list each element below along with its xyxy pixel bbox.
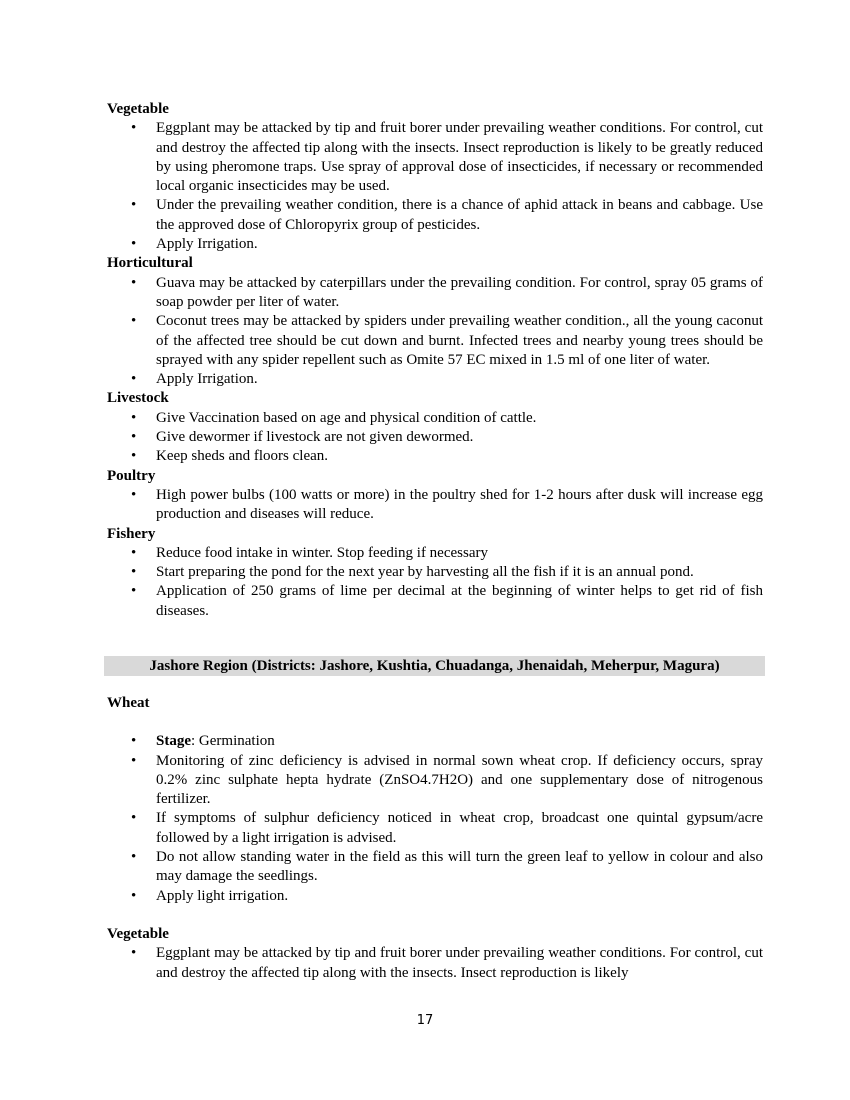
stage-label: Stage: [156, 733, 191, 750]
list-item: • Apply light irrigation.: [107, 887, 763, 906]
list-item: • Give Vaccination based on age and physical condition of cattle.: [107, 409, 763, 428]
fishery-list: [107, 544, 763, 621]
region-banner: Jashore Region (Districts: Jashore, Kushtia, Chuadanga, Jhenaidah, Meherpur, Magura): [104, 656, 765, 676]
list-item-stage: [107, 732, 763, 751]
list-item: • Eggplant may be attacked by tip and fruit borer under prevailing weather conditions. For control, cut and destroy the affected tip along with the insects. Insect reproduction is likely: [107, 944, 763, 983]
section-title-wheat: Wheat: [107, 695, 150, 711]
list-item: • Apply Irrigation.: [107, 370, 763, 389]
document-page-bottom: [107, 694, 763, 983]
poultry-list: [107, 486, 763, 525]
section-title-vegetable-2: Vegetable: [107, 925, 169, 942]
section-title-livestock: Livestock: [107, 390, 169, 407]
list-item: • Eggplant may be attacked by tip and fruit borer under prevailing weather conditions. For control, cut and destroy the affected tip along with the insects. Insect reproduction is likely to be greatly reduced by using pheromone traps. Use spray of approval dose of insecticides, if necessary or recommended local organic insecticides may be used.: [107, 119, 763, 196]
section-title-poultry: Poultry: [107, 467, 156, 484]
list-item: • Coconut trees may be attacked by spiders under prevailing weather condition., all the young caconut of the affected tree should be cut down and burnt. Infected trees and nearby young trees should be sprayed with any spider repellent such as Omite 57 EC mixed in 1.5 ml of one liter of water.: [107, 312, 763, 370]
list-item: • Apply Irrigation.: [107, 235, 763, 254]
wheat-list: [107, 732, 763, 906]
vegetable-list: [107, 119, 763, 254]
list-item: • Guava may be attacked by caterpillars under the prevailing condition. For control, spray 05 grams of soap powder per liter of water.: [107, 274, 763, 313]
section-title-fishery: Fishery: [107, 525, 156, 542]
list-item: • Application of 250 grams of lime per decimal at the beginning of winter helps to get rid of fish diseases.: [107, 582, 763, 621]
list-item: • High power bulbs (100 watts or more) in the poultry shed for 1-2 hours after dusk will increase egg production and diseases will reduce.: [107, 486, 763, 525]
list-item: • Keep sheds and floors clean.: [107, 447, 763, 466]
list-item: • Under the prevailing weather condition, there is a chance of aphid attack in beans and cabbage. Use the approved dose of Chloropyrix group of pesticides.: [107, 196, 763, 235]
stage-value: : Germination: [191, 733, 275, 750]
list-item: • If symptoms of sulphur deficiency noticed in wheat crop, broadcast one quintal gypsum/acre followed by a light irrigation is advised.: [107, 809, 763, 848]
list-item: • Start preparing the pond for the next year by harvesting all the fish if it is an annual pond.: [107, 563, 763, 582]
section-title-vegetable: Vegetable: [107, 101, 169, 117]
list-item: • Reduce food intake in winter. Stop feeding if necessary: [107, 544, 763, 563]
list-item: • Give dewormer if livestock are not given dewormed.: [107, 428, 763, 447]
page-number: 17: [416, 1013, 434, 1028]
vegetable-list-2: [107, 944, 763, 983]
livestock-list: [107, 409, 763, 467]
horticultural-list: [107, 274, 763, 390]
list-item: • Do not allow standing water in the field as this will turn the green leaf to yellow in colour and also may damage the seedlings.: [107, 848, 763, 887]
section-title-horticultural: Horticultural: [107, 255, 193, 272]
document-page-top: [107, 100, 763, 621]
list-item: • Monitoring of zinc deficiency is advised in normal sown wheat crop. If deficiency occurs, spray 0.2% zinc sulphate hepta hydrate (ZnSO4.7H2O) and one supplementary dose of nitrogenous fertilizer.: [107, 752, 763, 810]
